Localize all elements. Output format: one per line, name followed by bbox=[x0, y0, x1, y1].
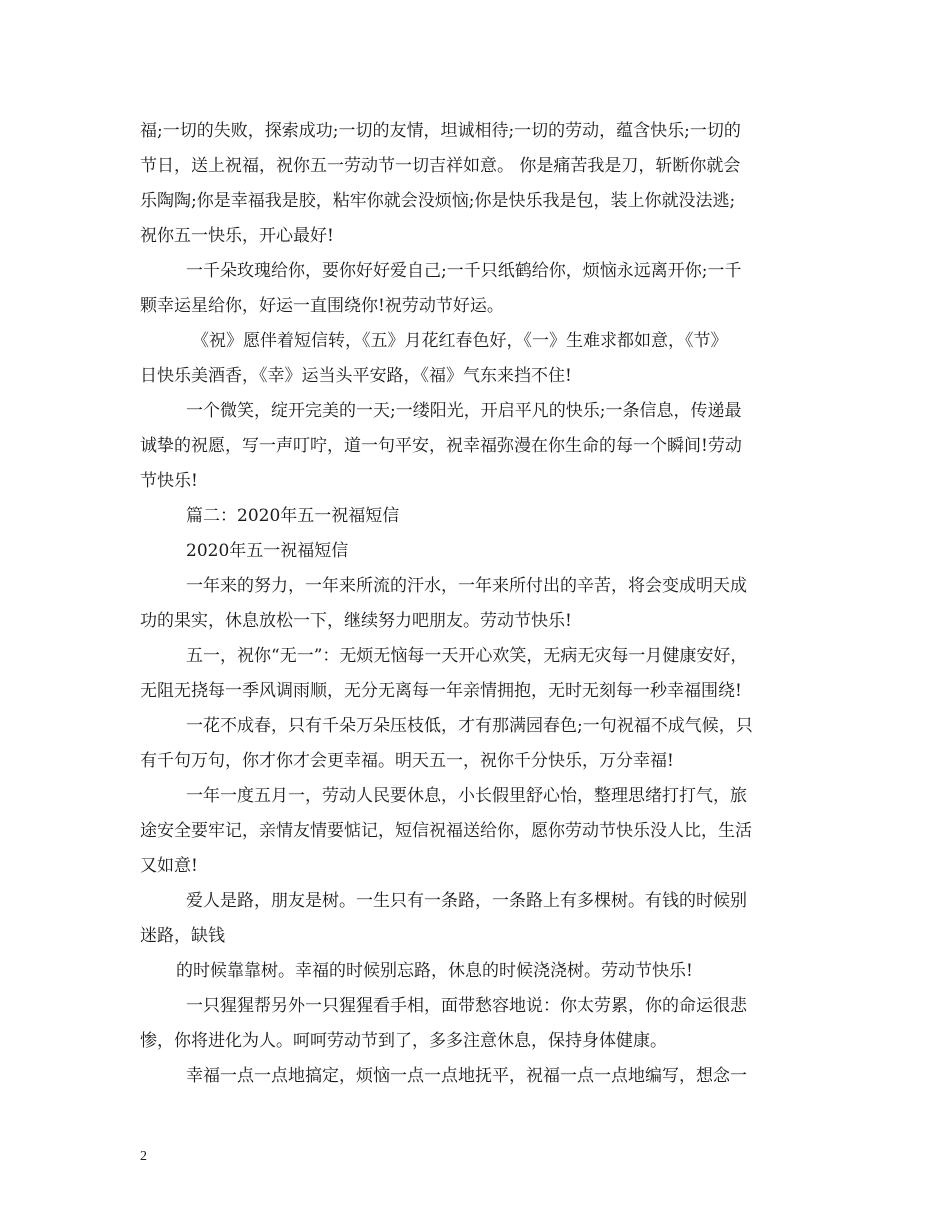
text-line: 一只猩猩帮另外一只猩猩看手相，面带愁容地说：你太劳累，你的命运很悲 bbox=[186, 996, 747, 1016]
text-line: 功的果实，休息放松一下，继续努力吧朋友。劳动节快乐! bbox=[140, 611, 572, 631]
text-line: 无阻无挠每一季风调雨顺，无分无离每一年亲情拥抱，无时无刻每一秒幸福围绕! bbox=[140, 681, 742, 701]
text-line: 节日，送上祝福，祝你五一劳动节一切吉祥如意。 你是痛苦我是刀，斩断你就会 bbox=[140, 156, 741, 176]
text-line: 的时候靠靠树。幸福的时候别忘路，休息的时候浇浇树。劳动节快乐! bbox=[176, 961, 693, 981]
body-text bbox=[140, 114, 820, 1094]
text-line: 日快乐美酒香，《幸》运当头平安路，《福》气东来挡不住! bbox=[140, 366, 572, 386]
text-line: 诚挚的祝愿，写一声叮咛，道一句平安，祝幸福弥漫在你生命的每一个瞬间!劳动 bbox=[140, 436, 742, 456]
text-line: 乐陶陶;你是幸福我是胶，粘牢你就会没烦恼;你是快乐我是包，装上你就没法逃; bbox=[140, 191, 736, 211]
text-line: 一个微笑，绽开完美的一天;一缕阳光，开启平凡的快乐;一条信息，传递最 bbox=[186, 401, 742, 421]
text-line: 又如意! bbox=[140, 856, 198, 876]
text-line: 一年一度五月一，劳动人民要休息，小长假里舒心怡，整理思绪打打气，旅 bbox=[186, 786, 747, 806]
text-line: 途安全要牢记，亲情友情要惦记，短信祝福送给你，愿你劳动节快乐没人比，生活 bbox=[140, 821, 752, 841]
text-line: 颗幸运星给你，好运一直围绕你!祝劳动节好运。 bbox=[140, 296, 504, 316]
page-number: 2 bbox=[140, 1149, 147, 1164]
text-line: 祝你五一快乐，开心最好! bbox=[140, 226, 334, 246]
text-line: 一千朵玫瑰给你，要你好好爱自己;一千只纸鹤给你，烦恼永远离开你;一千 bbox=[186, 261, 742, 281]
text-line: 一年来的努力，一年来所流的汗水，一年来所付出的辛苦，将会变成明天成 bbox=[186, 576, 747, 596]
section-heading: 篇二：2020年五一祝福短信 bbox=[186, 506, 400, 526]
text-line: 惨，你将进化为人。呵呵劳动节到了，多多注意休息，保持身体健康。 bbox=[140, 1031, 667, 1051]
text-line: 迷路，缺钱 bbox=[140, 926, 225, 946]
text-line: 一花不成春，只有千朵万朵压枝低，才有那满园春色;一句祝福不成气候，只 bbox=[186, 716, 753, 736]
text-line: 有千句万句，你才你才会更幸福。明天五一，祝你千分快乐，万分幸福! bbox=[140, 751, 674, 771]
article-title: 2020年五一祝福短信 bbox=[186, 541, 349, 561]
text-line: 福;一切的失败，探索成功;一切的友情，坦诚相待;一切的劳动，蕴含快乐;一切的 bbox=[140, 121, 741, 141]
text-line: 五一，祝你“无一”：无烦无恼每一天开心欢笑，无病无灾每一月健康安好， bbox=[186, 646, 748, 666]
text-line: 爱人是路，朋友是树。一生只有一条路，一条路上有多棵树。有钱的时候别 bbox=[186, 891, 747, 911]
text-line: 幸福一点一点地搞定，烦恼一点一点地抚平，祝福一点一点地编写，想念一 bbox=[186, 1066, 747, 1086]
text-line: 《祝》愿伴着短信转，《五》月花红春色好，《一》生难求都如意，《节》 bbox=[192, 331, 728, 351]
text-line: 节快乐! bbox=[140, 471, 198, 491]
